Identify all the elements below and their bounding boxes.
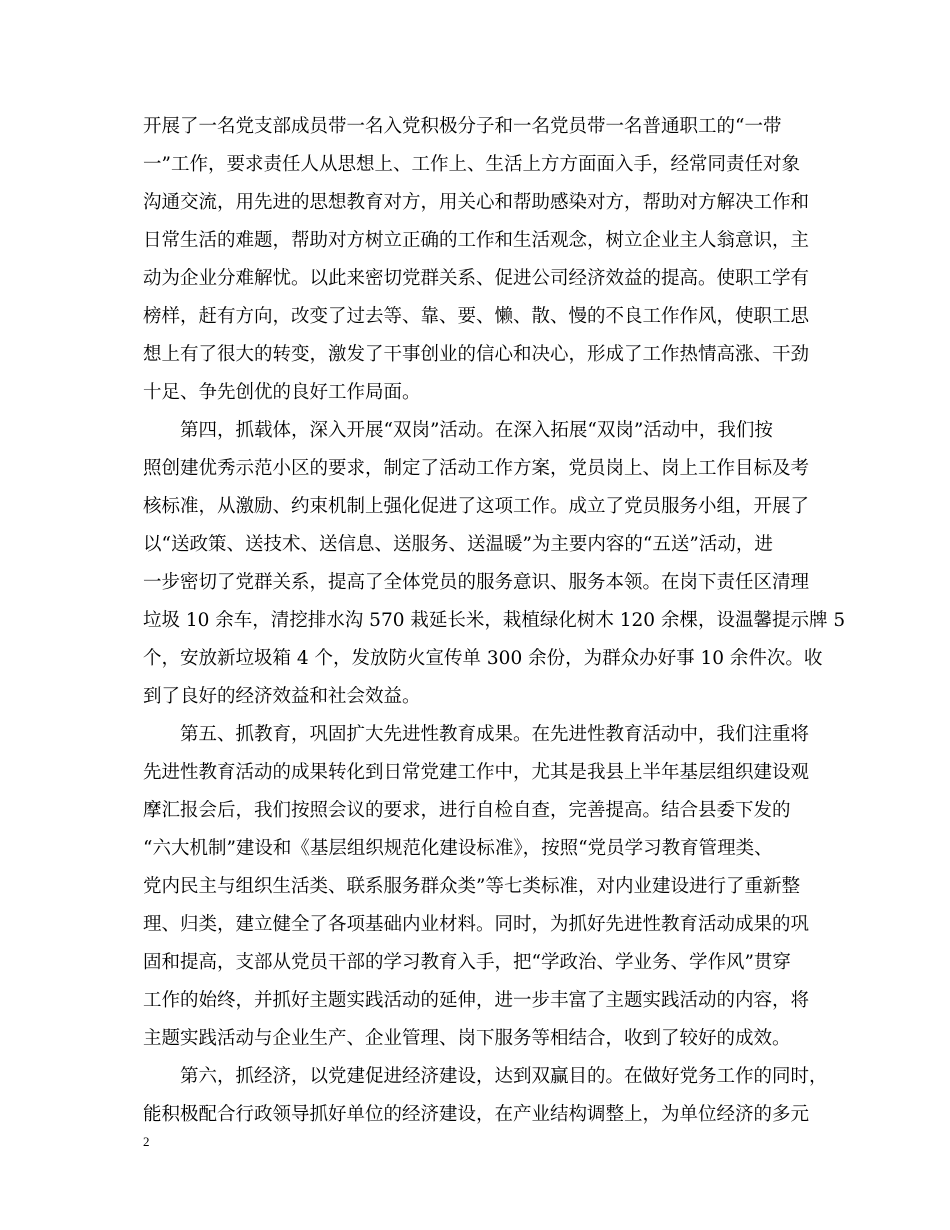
body-text-line: 一”工作，要求责任人从思想上、工作上、生活上方方面面入手，经常同责任对象 [143,154,800,175]
body-text-line: 以“送政策、送技术、送信息、送服务、送温暖”为主要内容的“五送”活动，进 [143,534,773,555]
paragraph-start-line: 第四，抓载体，深入开展“双岗”活动。在深入拓展“双岗”活动中，我们按 [180,420,773,441]
body-text-line: 榜样，赶有方向，改变了过去等、靠、要、懒、散、慢的不良工作作风，使职工思 [143,306,810,327]
body-text-line: “六大机制”建设和《基层组织规范化建设标准》，按照“党员学习教育管理类、 [143,838,773,859]
body-text-line: 个，安放新垃圾箱 4 个，发放防火宣传单 300 余份，为群众办好事 10 余件次。收 [143,648,823,669]
body-text-line: 工作的始终，并抓好主题实践活动的延伸，进一步丰富了主题实践活动的内容，将 [143,990,810,1011]
body-text-line: 核标准，从激励、约束机制上强化促进了这项工作。成立了党员服务小组，开展了 [143,496,810,517]
body-text-line: 能积极配合行政领导抓好单位的经济建设，在产业结构调整上，为单位经济的多元 [143,1104,810,1125]
body-text-line: 党内民主与组织生活类、联系服务群众类”等七类标准，对内业建设进行了重新整 [143,876,800,897]
paragraph-start-line: 第五、抓教育，巩固扩大先进性教育成果。在先进性教育活动中，我们注重将 [180,724,810,745]
body-text-line: 先进性教育活动的成果转化到日常党建工作中，尤其是我县上半年基层组织建设观 [143,762,810,783]
paragraph-start-line: 第六，抓经济，以党建促进经济建设，达到双赢目的。在做好党务工作的同时， [180,1066,828,1087]
body-text-line: 开展了一名党支部成员带一名入党积极分子和一名党员带一名普通职工的“一带 [143,116,782,137]
body-text-line: 一步密切了党群关系，提高了全体党员的服务意识、服务本领。在岗下责任区清理 [143,572,810,593]
body-text-line: 到了良好的经济效益和社会效益。 [143,686,421,707]
body-text-line: 动为企业分难解忧。以此来密切党群关系、促进公司经济效益的提高。使职工学有 [143,268,810,289]
body-text-line: 主题实践活动与企业生产、企业管理、岗下服务等相结合，收到了较好的成效。 [143,1028,791,1049]
body-text-line: 理、归类，建立健全了各项基础内业材料。同时，为抓好先进性教育活动成果的巩 [143,914,810,935]
body-text-line: 固和提高，支部从党员干部的学习教育入手，把“学政治、学业务、学作风”贯穿 [143,952,791,973]
body-text-line: 照创建优秀示范小区的要求，制定了活动工作方案，党员岗上、岗上工作目标及考 [143,458,810,479]
page-number: 2 [143,1134,150,1149]
body-text-line: 十足、争先创优的良好工作局面。 [143,382,421,403]
body-text-line: 沟通交流，用先进的思想教育对方，用关心和帮助感染对方，帮助对方解决工作和 [143,192,810,213]
body-text-line: 垃圾 10 余车，清挖排水沟 570 栽延长米，栽植绿化树木 120 余棵，设温馨提示牌 5 [143,610,846,631]
body-text-line: 日常生活的难题，帮助对方树立正确的工作和生活观念，树立企业主人翁意识，主 [143,230,810,251]
body-text-line: 想上有了很大的转变，激发了干事创业的信心和决心，形成了工作热情高涨、干劲 [143,344,810,365]
body-text-line: 摩汇报会后，我们按照会议的要求，进行自检自查，完善提高。结合县委下发的 [143,800,791,821]
